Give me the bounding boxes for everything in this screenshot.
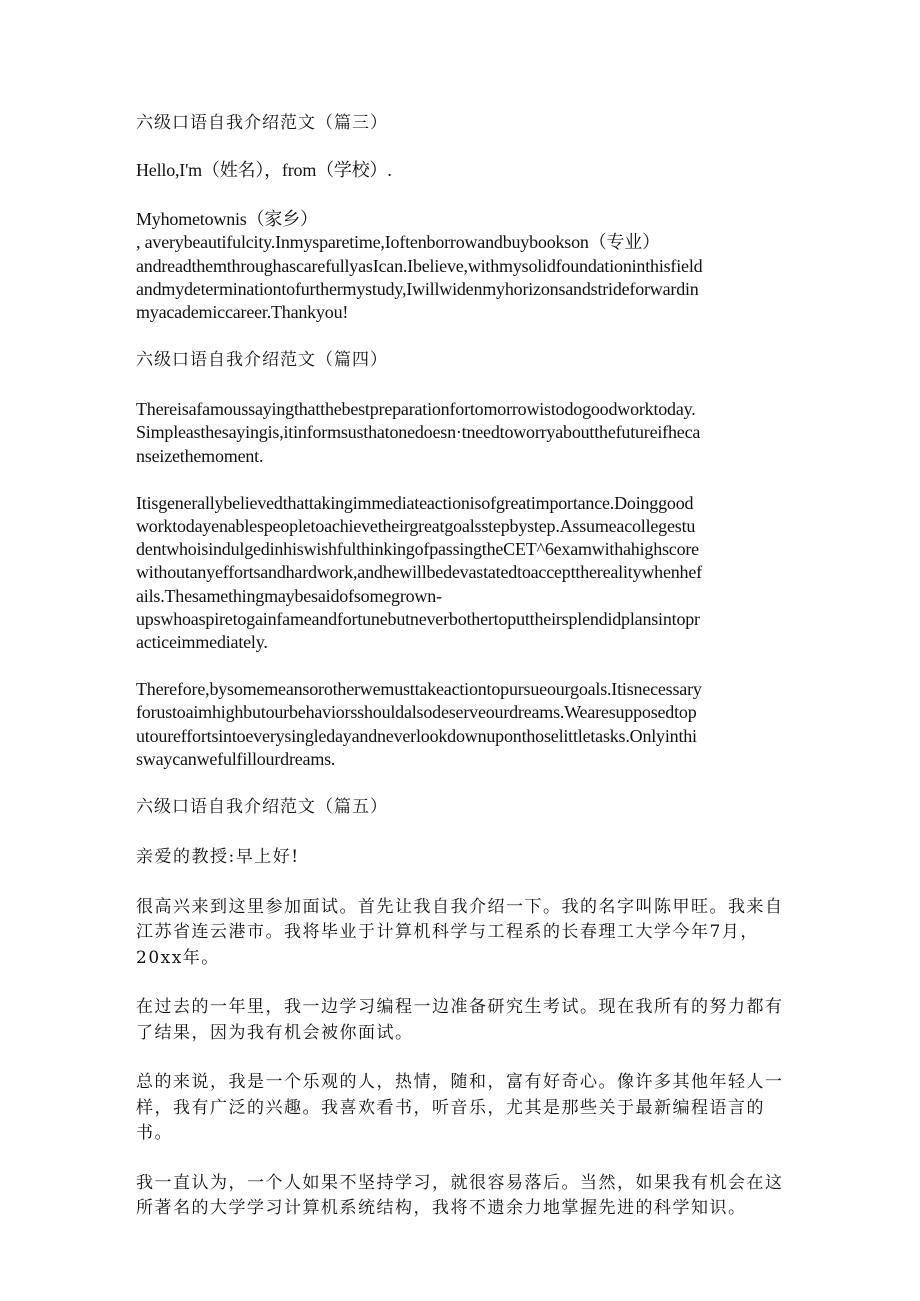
paragraph-past-year xyxy=(136,995,786,1046)
document-content xyxy=(136,111,786,1222)
paragraph-immediate-action xyxy=(136,492,786,654)
text-line: Itisgenerallybelievedthattakingimmediateactionisofgreatimportance.Doinggood xyxy=(136,492,694,513)
text-line: swaycanwefulfillourdreams. xyxy=(136,748,336,769)
paragraph-conclusion xyxy=(136,678,786,771)
text-line: myacademiccareer.Thankyou! xyxy=(136,302,349,323)
text-line: utoureffortsintoeverysingledayandneverlookdownuponthoselittletasks.Onlyinthi xyxy=(136,725,697,746)
paragraph-study xyxy=(136,1171,786,1222)
text-line: 亲爱的教授:早上好! xyxy=(136,847,300,868)
text-line: andreadthemthroughascarefullyasIcan.Ibelieve,withmysolidfoundationinthisfield xyxy=(136,255,703,276)
text-line: 所著名的大学学习计算机系统结构，我将不遗余力地掌握先进的科学知识。 xyxy=(136,1198,747,1219)
text-line: Thereisafamoussayingthatthebestpreparationfortomorrowistodogoodworktoday. xyxy=(136,399,696,420)
text-line: 书。 xyxy=(136,1123,173,1144)
greeting-line: Hello,I'm（姓名），from（学校）. xyxy=(136,160,392,180)
text-line: 20xx年。 xyxy=(136,947,220,968)
text-line: 总的来说，我是一个乐观的人，热情，随和，富有好奇心。像许多其他年轻人一 xyxy=(136,1072,784,1093)
text-line: 样，我有广泛的兴趣。我喜欢看书，听音乐，尤其是那些关于最新编程语言的 xyxy=(136,1097,765,1118)
text-line: andmydeterminationtofurthermystudy,Iwillwidenmyhorizonsandstrideforwardin xyxy=(136,278,699,299)
text-line: 了结果，因为我有机会被你面试。 xyxy=(136,1022,414,1043)
paragraph-salutation xyxy=(136,845,786,871)
text-line: ails.Thesamethingmaybesaidofsomegrown- xyxy=(136,585,442,606)
text-line: upswhoaspiretogainfameandfortunebutneverbothertoputtheirsplendidplansintopr xyxy=(136,608,700,629)
text-line: Therefore,bysomemeansorotherwemusttakeactiontopursueourgoals.Itisnecessary xyxy=(136,679,702,700)
section-heading-4: 六级口语自我介绍范文（篇四） xyxy=(136,350,388,371)
text-line: , averybeautifulcity.Inmysparetime,Ioftenborrowandbuybookson（专业） xyxy=(136,232,660,253)
text-line: withoutanyeffortsandhardwork,andhewillbedevastatedtoaccepttherealitywhenhef xyxy=(136,562,702,583)
paragraph-personality xyxy=(136,1070,786,1147)
section-heading-5: 六级口语自我介绍范文（篇五） xyxy=(136,797,388,818)
text-line: 在过去的一年里，我一边学习编程一边准备研究生考试。现在我所有的努力都有 xyxy=(136,997,784,1018)
text-line: forustoaimhighbutourbehaviorsshouldalsodeserveourdreams.Wearesupposedtop xyxy=(136,702,697,723)
text-line: acticeimmediately. xyxy=(136,632,268,653)
text-line: Myhometownis（家乡） xyxy=(136,209,318,230)
text-line: nseizethemoment. xyxy=(136,445,264,466)
text-line: 很高兴来到这里参加面试。首先让我自我介绍一下。我的名字叫陈甲旺。我来自 xyxy=(136,896,784,917)
text-line: Simpleasthesayingis,itinformsusthatonedoesn·tneedtoworryaboutthefutureifheca xyxy=(136,422,701,443)
paragraph-saying xyxy=(136,398,786,468)
text-line: 江苏省连云港市。我将毕业于计算机科学与工程系的长春理工大学今年7月， xyxy=(136,922,759,943)
section-heading-3: 六级口语自我介绍范文（篇三） xyxy=(136,113,388,133)
text-line: 我一直认为，一个人如果不坚持学习，就很容易落后。当然，如果我有机会在这 xyxy=(136,1172,784,1193)
text-line: worktodayenablespeopletoachievetheirgreatgoalsstepbystep.Assumeacollegestu xyxy=(136,516,696,537)
text-line: dentwhoisindulgedinhiswishfulthinkingofpassingtheCET^6examwithahighscore xyxy=(136,539,699,560)
paragraph-hometown xyxy=(136,208,786,324)
paragraph-intro xyxy=(136,895,786,972)
